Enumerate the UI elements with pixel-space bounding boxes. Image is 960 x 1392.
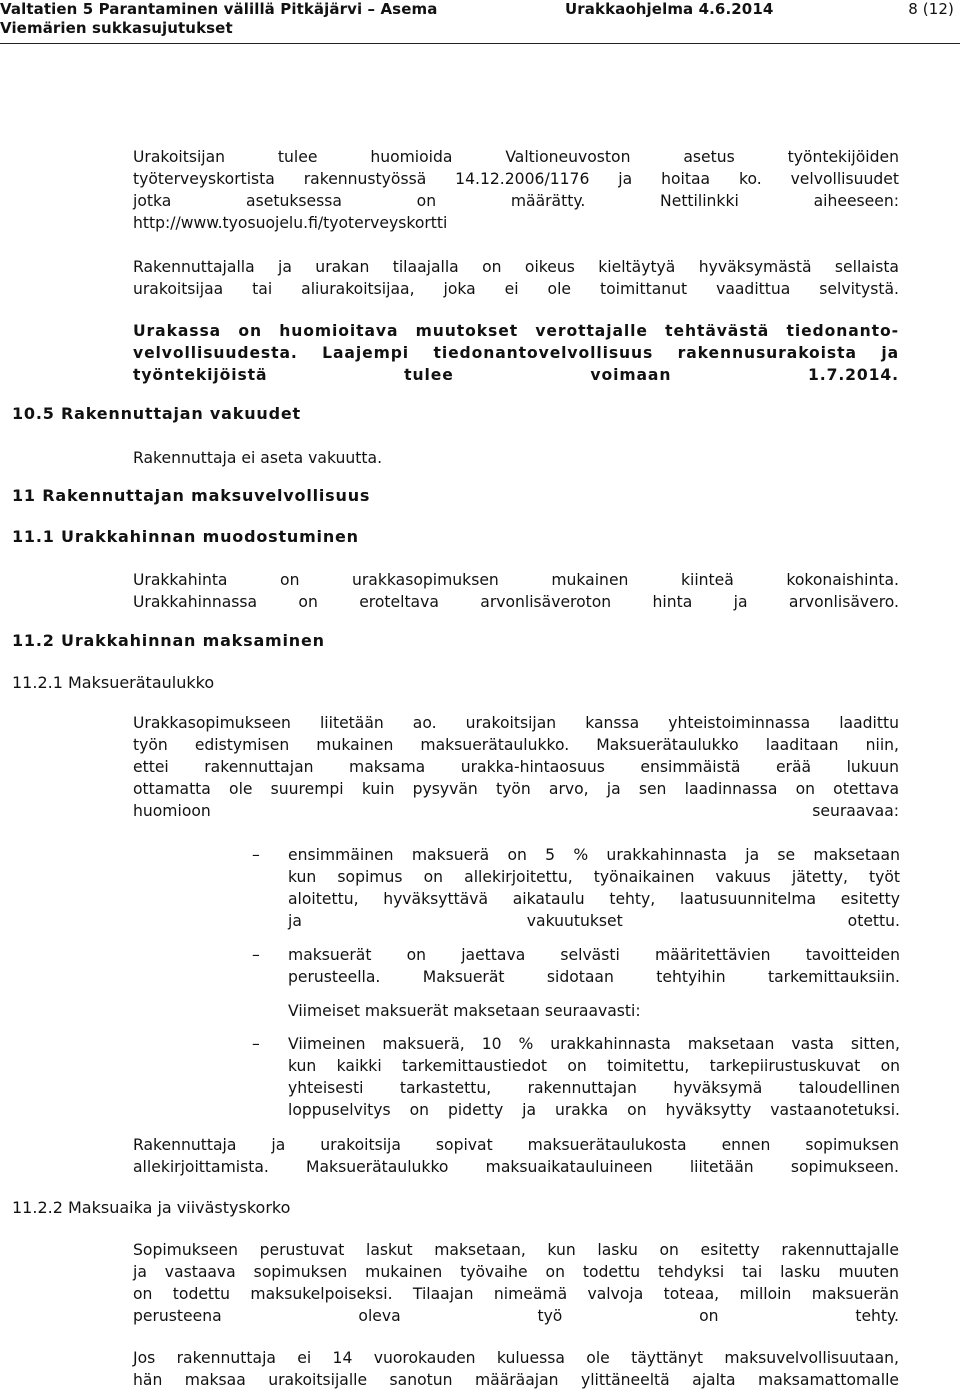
page-subheader	[0, 19, 960, 39]
heading-11: 11 Rakennuttajan maksuvelvollisuus	[12, 486, 371, 505]
paragraph-no-guarantee: Rakennuttaja ei aseta vakuutta.	[133, 449, 383, 467]
paragraph-payment-schedule	[133, 712, 899, 822]
text-line: perusteena oleva työ on tehty.	[133, 1307, 899, 1325]
text-line: huomioon seuraavaa:	[133, 802, 899, 820]
text-line: velvollisuudesta. Laajempi tiedonantovelvollisuus rakennusurakoista ja	[133, 344, 899, 362]
list-item-text	[288, 944, 900, 988]
text-line: ja vastaava sopimuksen mukainen työvaihe on todettu tehdyksi tai lasku muuten	[133, 1263, 899, 1281]
text-line: Urakassa on huomioitava muutokset verottajalle tehtävästä tiedonanto-	[133, 322, 899, 340]
text-line: ettei rakennuttajan maksama urakka-hintaosuus ensimmäistä erää lukuun	[133, 758, 899, 776]
text-line: Urakkasopimukseen liitetään ao. urakoitsijan kanssa yhteistoiminnassa laadittu	[133, 714, 899, 732]
dash-bullet: –	[252, 946, 260, 964]
text-line: on todettu maksukelpoiseksi. Tilaajan nimeämä valvoja toteaa, milloin maksuerän	[133, 1285, 899, 1303]
text-line: jotka asetuksessa on määrätty. Nettilinkki aiheeseen:	[133, 192, 899, 210]
text-line: työntekijöistä tulee voimaan 1.7.2014.	[133, 366, 899, 384]
web-link[interactable]: http://www.tyosuojelu.fi/tyoterveyskortti	[133, 214, 448, 232]
text-line: Rakennuttajalla ja urakan tilaajalla on oikeus kieltäytyä hyväksymästä sellaista	[133, 258, 899, 276]
paragraph-contract-price	[133, 569, 899, 613]
text-line: allekirjoittamista. Maksuerätaulukko maksuaikatauluineen liitetään sopimukseen.	[133, 1158, 899, 1176]
paragraph-agreement	[133, 1134, 899, 1178]
text-line: kun kaikki tarkemittaustiedot on toimitettu, tarkepiirustuskuvat on	[288, 1057, 900, 1075]
text-line: Urakoitsijan tulee huomioida Valtioneuvoston asetus työntekijöiden	[133, 148, 899, 166]
text-line: työn edistymisen mukainen maksuerätaulukko. Maksuerätaulukko laaditaan niin,	[133, 736, 899, 754]
heading-11-2: 11.2 Urakkahinnan maksaminen	[12, 631, 325, 650]
text-line: Urakkahinnassa on eroteltava arvonlisäveroton hinta ja arvonlisävero.	[133, 593, 899, 611]
page-header	[0, 0, 960, 20]
text-line: Viimeinen maksuerä, 10 % urakkahinnasta maksetaan vasta sitten,	[288, 1035, 900, 1053]
header-divider	[0, 43, 960, 44]
heading-10-5: 10.5 Rakennuttajan vakuudet	[12, 404, 301, 423]
header-page-number: 8 (12)	[908, 0, 954, 18]
header-document: Urakkaohjelma 4.6.2014	[565, 0, 774, 18]
text-line: perusteella. Maksuerät sidotaan tehtyihin tarkemittauksiin.	[288, 968, 900, 986]
text-line: urakoitsijaa tai aliurakoitsijaa, joka ei ole toimittanut vaadittua selvitystä.	[133, 280, 899, 298]
paragraph-health-card	[133, 146, 899, 234]
paragraph-late-interest	[133, 1347, 899, 1391]
text-line: ensimmäinen maksuerä on 5 % urakkahinnasta ja se maksetaan	[288, 846, 900, 864]
text-line: aloitettu, hyväksyttävä aikataulu tehty, laatusuunnitelma esitetty	[288, 890, 900, 908]
header-project: Valtatien 5 Parantaminen välillä Pitkäjärvi – Asema	[0, 0, 438, 18]
dash-bullet: –	[252, 1035, 260, 1053]
text-line: hän maksaa urakoitsijalle sanotun määräajan ylittäneeltä ajalta maksamattomalle	[133, 1371, 899, 1389]
list-item-text	[288, 1033, 900, 1121]
heading-11-2-2: 11.2.2 Maksuaika ja viivästyskorko	[12, 1198, 291, 1217]
text-line: Jos rakennuttaja ei 14 vuorokauden kuluessa ole täyttänyt maksuvelvollisuutaan,	[133, 1349, 899, 1367]
text-line: yhteisesti tarkastettu, rakennuttajan hyväksymä taloudellinen	[288, 1079, 900, 1097]
paragraph-refusal-right	[133, 256, 899, 300]
text-line: Rakennuttaja ja urakoitsija sopivat maksuerätaulukosta ennen sopimuksen	[133, 1136, 899, 1154]
text-line: kun sopimus on allekirjoitettu, työnaikainen vakuus jätetty, työt	[288, 868, 900, 886]
heading-11-2-1: 11.2.1 Maksuerätaulukko	[12, 673, 215, 692]
list-item-text	[288, 844, 900, 932]
text-line: maksuerät on jaettava selvästi määritettävien tavoitteiden	[288, 946, 900, 964]
text-line: Sopimukseen perustuvat laskut maksetaan, kun lasku on esitetty rakennuttajalle	[133, 1241, 899, 1259]
text-line: Urakkahinta on urakkasopimuksen mukainen kiinteä kokonaishinta.	[133, 571, 899, 589]
list-note-text: Viimeiset maksuerät maksetaan seuraavasti:	[288, 1002, 641, 1020]
text-line: työterveyskortista rakennustyössä 14.12.2006/1176 ja hoitaa ko. velvollisuudet	[133, 170, 899, 188]
heading-11-1: 11.1 Urakkahinnan muodostuminen	[12, 527, 359, 546]
paragraph-payment-time	[133, 1239, 899, 1327]
text-line: ja vakuutukset otettu.	[288, 912, 900, 930]
text-line: ottamatta ole suurempi kuin pysyvän työn arvo, ja sen laadinnassa on otettava	[133, 780, 899, 798]
text-line: loppuselvitys on pidetty ja urakka on hyväksytty vastaanotetuksi.	[288, 1101, 900, 1119]
paragraph-tax-reporting	[133, 320, 899, 386]
dash-bullet: –	[252, 846, 260, 864]
header-subtitle: Viemärien sukkasujutukset	[0, 19, 233, 37]
